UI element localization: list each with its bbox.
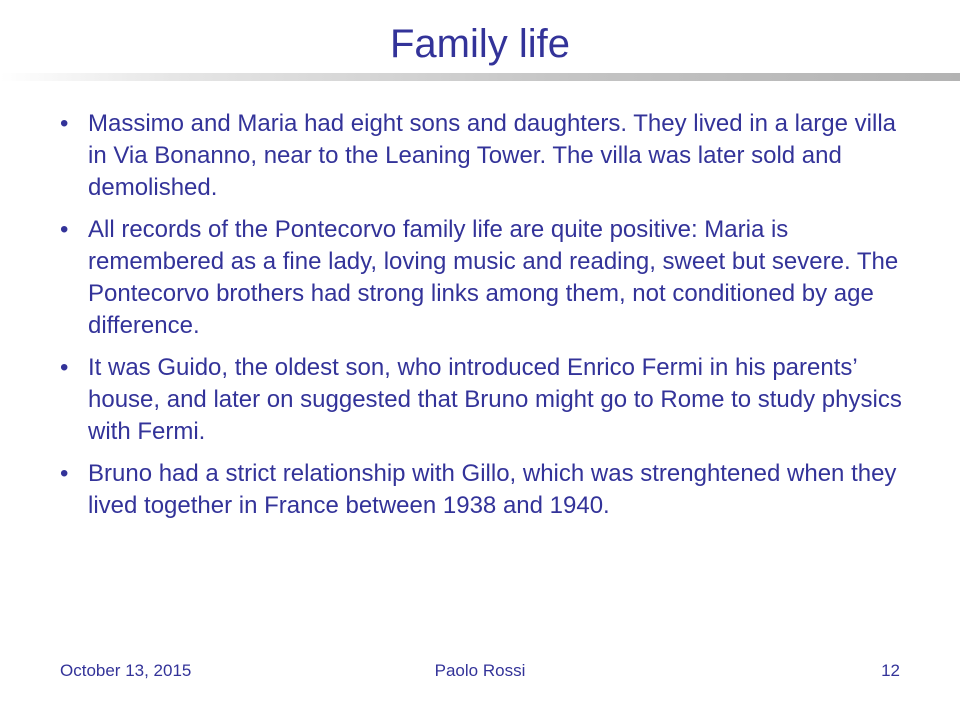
- title-divider: [0, 73, 960, 81]
- bullet-icon: •: [60, 110, 69, 137]
- bullet-item: [60, 458, 920, 522]
- bullet-icon: •: [60, 216, 69, 243]
- bullet-text: Bruno had a strict relationship with Gillo, which was strenghtened when they lived together in France between 1938 and 1940.: [88, 460, 897, 519]
- footer-date: October 13, 2015: [60, 661, 192, 680]
- footer-author: Paolo Rossi: [434, 661, 526, 680]
- bullet-icon: •: [60, 354, 69, 381]
- page-number: 12: [881, 661, 900, 680]
- bullet-text: All records of the Pontecorvo family life are quite positive: Maria is remembered as a fine lady, loving music and reading, sweet but severe. The Pontecorvo brothers had strong links among them, not conditioned by age difference.: [88, 216, 899, 339]
- bullet-text: Massimo and Maria had eight sons and daughters. They lived in a large villa in Via Bonanno, near to the Leaning Tower. The villa was later sold and demolished.: [88, 110, 897, 201]
- bullet-item: [60, 214, 920, 342]
- bullet-list: [60, 108, 920, 532]
- bullet-item: [60, 352, 920, 448]
- bullet-item: [60, 108, 920, 204]
- bullet-icon: •: [60, 460, 69, 487]
- bullet-text: It was Guido, the oldest son, who introduced Enrico Fermi in his parents’ house, and later on suggested that Bruno might go to Rome to study physics with Fermi.: [88, 354, 902, 445]
- slide-title: Family life: [389, 22, 571, 66]
